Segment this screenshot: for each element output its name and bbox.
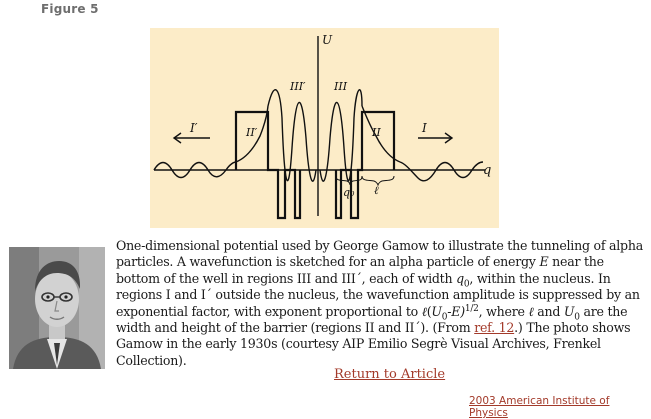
label-q: q [483, 163, 492, 178]
wave-right [400, 162, 483, 181]
caption-q-sub: 0 [463, 279, 470, 290]
caption-ell: ℓ [421, 303, 427, 319]
label-u: U [322, 33, 333, 47]
wave-well-right [320, 90, 362, 181]
caption-text-4: , where [478, 303, 529, 319]
caption-energy: E [539, 254, 549, 270]
caption-text-1: One-dimensional potential used by George Gamow to illustrate the tunneling of alpha particles. A wavefunction is sketched for an alpha particle of energy [116, 238, 643, 270]
caption-u-sub: 0 [441, 312, 448, 323]
label-region-ii-prime: II′ [246, 126, 258, 139]
caption-ell-2: ℓ [528, 303, 534, 319]
ref-12-link[interactable]: ref. 12 [474, 320, 515, 336]
figure-caption [116, 238, 648, 369]
caption-u2-sub: 0 [574, 312, 580, 323]
wave-well-left [268, 90, 316, 181]
caption-text-2: near the bottom of the well in regions III and III´, each of width [116, 254, 604, 286]
caption-exponent: 1/2 [464, 303, 479, 314]
gamow-photo [9, 247, 105, 369]
label-region-iii-prime: III′ [290, 80, 306, 93]
figure-label: Figure 5 [41, 2, 99, 16]
potential-outline [236, 112, 394, 218]
diagram-svg [150, 28, 499, 228]
label-region-ii: II [372, 126, 381, 139]
gamow-portrait-image [9, 247, 105, 369]
return-to-article-link[interactable]: Return to Article [334, 367, 446, 382]
label-ell: ℓ [374, 184, 379, 197]
caption-paren-open: ( [426, 303, 432, 319]
caption-minus-e: -E) [447, 303, 465, 319]
potential-barrier-diagram [150, 28, 499, 228]
caption-text-6: are the width and height of the barrier (regions II and II´). (From [116, 303, 628, 336]
caption-u-2: U [563, 303, 575, 319]
label-region-i-prime: I′ [190, 121, 198, 135]
caption-text-3: , within the nucleus. In regions I and I´ outside the nucleus, the wavefunction amplitude is suppressed by an exponential factor, with exponent proportional to [116, 270, 640, 319]
label-q0: q₀ [343, 186, 355, 199]
label-region-iii: III [334, 80, 348, 93]
caption-q: q [456, 270, 464, 286]
caption-u: U [431, 303, 442, 319]
caption-text-7: .) The photo shows Gamow in the early 1930s (courtesy AIP Emilio Segrè Visual Archives, Frenkel Collection). [116, 320, 631, 368]
caption-text-5: and [533, 303, 564, 319]
label-region-i: I [422, 121, 427, 135]
copyright-link[interactable]: 2003 American Institute of Physics [469, 395, 610, 419]
